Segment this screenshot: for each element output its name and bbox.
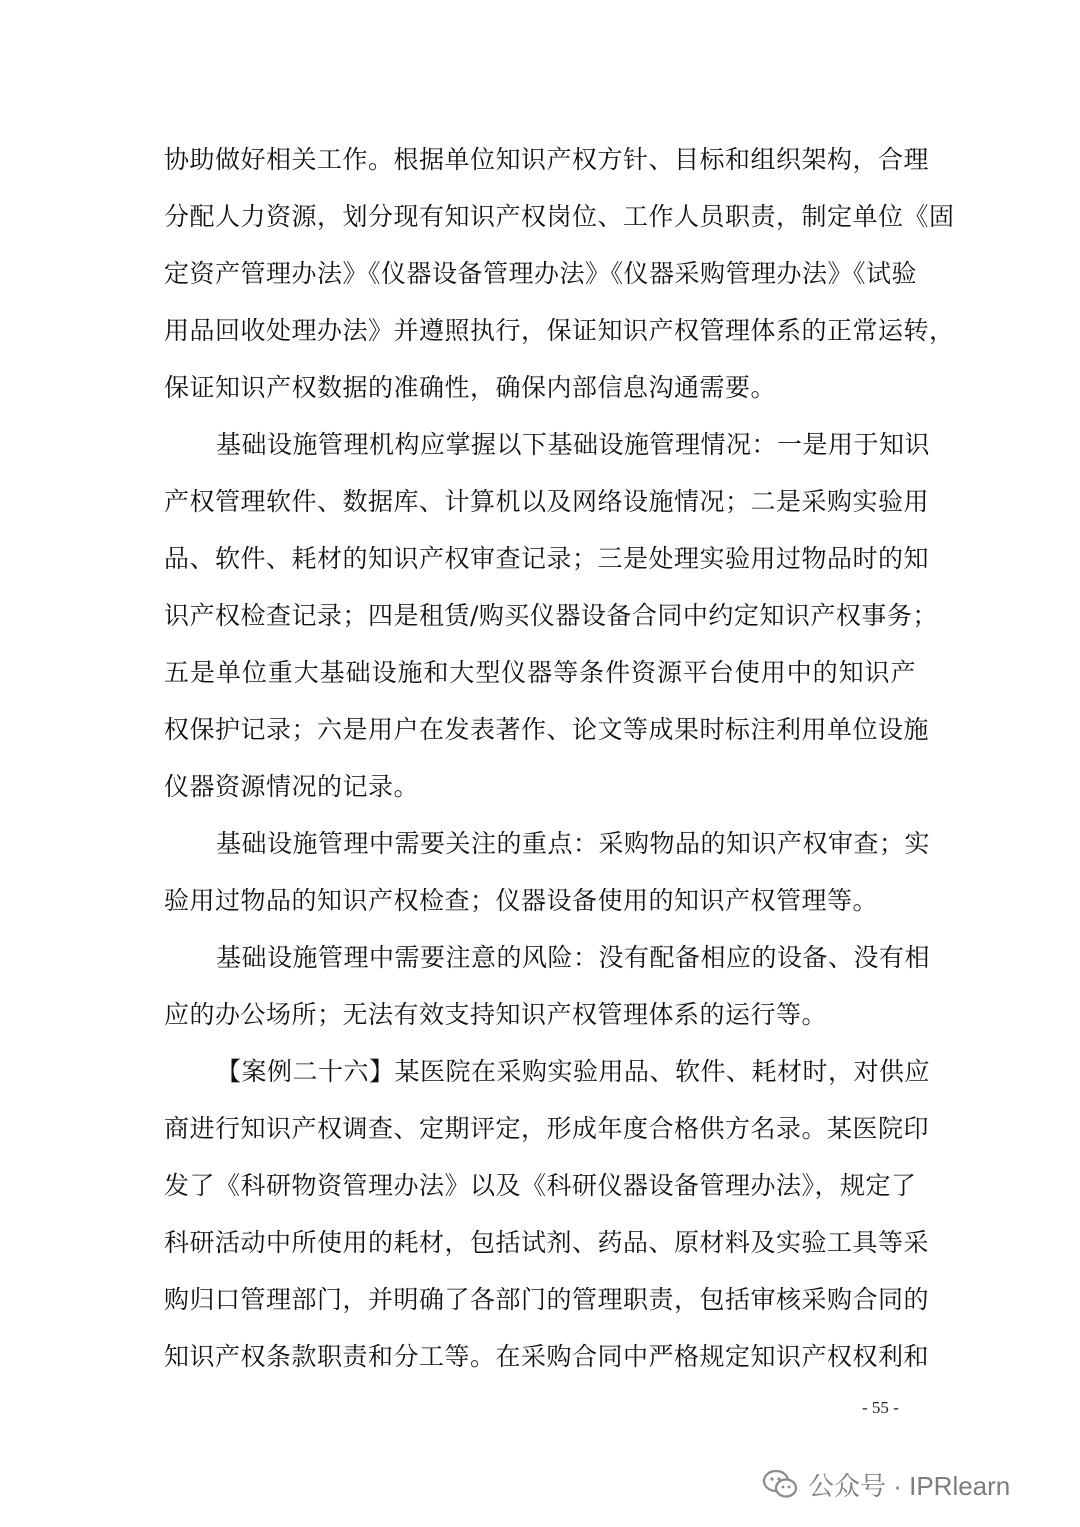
text-line: 五是单位重大基础设施和大型仪器等条件资源平台使用中的知识产 [164,658,916,687]
text-line: 购归口管理部门，并明确了各部门的管理职责，包括审核采购合同的 [164,1285,930,1314]
text-line: 识产权检查记录；四是租赁/购买仪器设备合同中约定知识产权事务； [164,601,938,630]
page-number: - 55 - [862,1398,899,1417]
paragraph-first-line: 基础设施管理中需要关注的重点：采购物品的知识产权审查；实 [216,829,931,858]
paragraph-first-line: 基础设施管理中需要注意的风险：没有配备相应的设备、没有相 [216,943,931,972]
text-line: 产权管理软件、数据库、计算机以及网络设施情况；二是采购实验用 [164,487,930,516]
watermark [762,1467,1010,1501]
text-line: 定资产管理办法》《仪器设备管理办法》《仪器采购管理办法》《试验 [164,259,918,288]
text-line: 品、软件、耗材的知识产权审查记录；三是处理实验用过物品时的知 [164,544,930,573]
text-line: 分配人力资源，划分现有知识产权岗位、工作人员职责，制定单位《固 [164,202,955,231]
text-line: 仪器资源情况的记录。 [164,772,420,801]
paragraph-first-line: 基础设施管理机构应掌握以下基础设施管理情况：一是用于知识 [216,430,931,459]
watermark-text: 公众号 · IPRlearn [808,1470,1011,1501]
text-line: 商进行知识产权调查、定期评定，形成年度合格供方名录。某医院印 [164,1114,930,1143]
text-line: 应的办公场所；无法有效支持知识产权管理体系的运行等。 [164,1000,828,1029]
text-line: 用品回收处理办法》并遵照执行，保证知识产权管理体系的正常运转， [164,316,955,345]
text-line: 知识产权条款职责和分工等。在采购合同中严格规定知识产权权利和 [164,1342,930,1371]
text-line: 科研活动中所使用的耗材，包括试剂、药品、原材料及实验工具等采 [164,1228,930,1257]
paragraph-first-line: 【案例二十六】某医院在采购实验用品、软件、耗材时，对供应 [216,1057,931,1086]
text-line: 权保护记录；六是用户在发表著作、论文等成果时标注利用单位设施 [164,715,930,744]
wechat-icon [762,1469,798,1499]
text-line: 发了《科研物资管理办法》以及《科研仪器设备管理办法》，规定了 [164,1171,917,1200]
text-line: 验用过物品的知识产权检查；仪器设备使用的知识产权管理等。 [164,886,879,915]
text-line: 协助做好相关工作。根据单位知识产权方针、目标和组织架构，合理 [164,145,930,174]
text-line: 保证知识产权数据的准确性，确保内部信息沟通需要。 [164,373,777,402]
